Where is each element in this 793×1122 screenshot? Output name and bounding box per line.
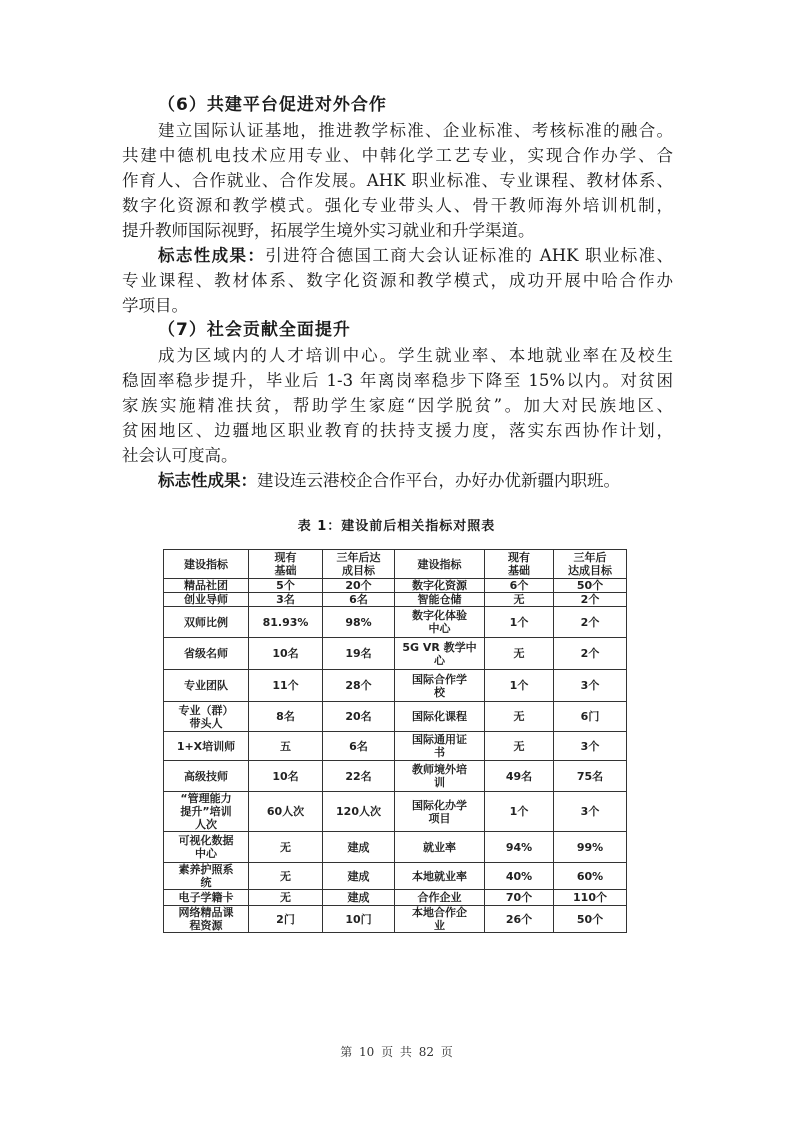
achievement-line: 专业课程、教材体系、数字化资源和教学模式，成功开展中哈合作办	[122, 271, 673, 290]
table-cell: 双师比例	[164, 607, 249, 638]
table-cell: 无	[485, 702, 554, 732]
table-cell: 专业团队	[164, 670, 249, 702]
table-row	[164, 670, 627, 702]
achievement-text: 引进符合德国工商大会认证标准的 AHK 职业标准、	[265, 246, 674, 265]
table-cell: 建成	[323, 863, 395, 890]
table-cell: 1+X培训师	[164, 732, 249, 761]
table-cell: 6门	[554, 702, 627, 732]
table-cell: 无	[249, 832, 323, 863]
paragraph-line: 作育人、合作就业、合作发展。AHK 职业标准、专业课程、教材体系、	[122, 171, 673, 190]
comparison-table	[163, 549, 627, 933]
table-cell: 电子学籍卡	[164, 890, 249, 906]
table-cell: 智能仓储	[395, 593, 485, 607]
paragraph-line: 贫困地区、边疆地区职业教育的扶持支援力度，落实东西协作计划，	[122, 421, 673, 440]
table-header-row	[164, 550, 627, 579]
table-cell: 2个	[554, 593, 627, 607]
page-footer: 第 10 页 共 82 页	[340, 1045, 453, 1059]
achievement-line	[158, 243, 673, 268]
table-row	[164, 761, 627, 792]
table-row	[164, 890, 627, 906]
header-cell: 建设指标	[164, 550, 249, 579]
table-cell: 20名	[323, 702, 395, 732]
table-cell: 5G VR 教学中 心	[395, 638, 485, 670]
table-cell: 2门	[249, 906, 323, 933]
paragraph-line: 建立国际认证基地，推进教学标准、企业标准、考核标准的融合。	[158, 121, 673, 140]
header-cell: 三年后 达成目标	[554, 550, 627, 579]
paragraph-line: 提升教师国际视野，拓展学生境外实习就业和升学渠道。	[122, 221, 535, 240]
achievement-text: 建设连云港校企合作平台，办好办优新疆内职班。	[257, 471, 620, 490]
header-cell: 三年后达 成目标	[323, 550, 395, 579]
table-cell: “管理能力 提升”培训 人次	[164, 792, 249, 832]
table-cell: 6个	[485, 579, 554, 593]
table-cell: 1个	[485, 607, 554, 638]
table-cell: 高级技师	[164, 761, 249, 792]
paragraph-line: 成为区域内的人才培训中心。学生就业率、本地就业率在及校生	[158, 346, 673, 365]
table-row	[164, 906, 627, 933]
header-cell: 现有 基础	[485, 550, 554, 579]
table-caption: 表 1：建设前后相关指标对照表	[297, 519, 496, 534]
table-cell: 60%	[554, 863, 627, 890]
table-cell: 无	[485, 638, 554, 670]
table-row	[164, 579, 627, 593]
table-cell: 本地就业率	[395, 863, 485, 890]
table-cell: 无	[485, 732, 554, 761]
table-cell: 网络精品课 程资源	[164, 906, 249, 933]
table-cell: 10名	[249, 761, 323, 792]
table-row	[164, 638, 627, 670]
table-cell: 国际通用证 书	[395, 732, 485, 761]
table-cell: 3个	[554, 792, 627, 832]
table-cell: 22名	[323, 761, 395, 792]
table-cell: 81.93%	[249, 607, 323, 638]
table-cell: 98%	[323, 607, 395, 638]
table-cell: 75名	[554, 761, 627, 792]
table-cell: 建成	[323, 832, 395, 863]
table-cell: 49名	[485, 761, 554, 792]
table-cell: 6名	[323, 593, 395, 607]
header-cell: 现有 基础	[249, 550, 323, 579]
table-cell: 3名	[249, 593, 323, 607]
table-cell: 数字化资源	[395, 579, 485, 593]
paragraph-line: 共建中德机电技术应用专业、中韩化学工艺专业，实现合作办学、合	[122, 146, 673, 165]
table-cell: 26个	[485, 906, 554, 933]
table-cell: 省级名师	[164, 638, 249, 670]
table-cell: 国际化课程	[395, 702, 485, 732]
table-cell: 1个	[485, 792, 554, 832]
table-cell: 120人次	[323, 792, 395, 832]
table-cell: 110个	[554, 890, 627, 906]
table-row	[164, 832, 627, 863]
table-row	[164, 732, 627, 761]
table-cell: 2个	[554, 607, 627, 638]
table-cell: 3个	[554, 670, 627, 702]
table-cell: 可视化数据 中心	[164, 832, 249, 863]
header-cell: 建设指标	[395, 550, 485, 579]
table-cell: 11个	[249, 670, 323, 702]
table-cell: 8名	[249, 702, 323, 732]
table-cell: 五	[249, 732, 323, 761]
table-cell: 1个	[485, 670, 554, 702]
table-cell: 10名	[249, 638, 323, 670]
paragraph-line: 家族实施精准扶贫，帮助学生家庭“因学脱贫”。加大对民族地区、	[122, 396, 673, 415]
table-cell: 无	[249, 890, 323, 906]
table-cell: 就业率	[395, 832, 485, 863]
table-row	[164, 593, 627, 607]
table-cell: 5个	[249, 579, 323, 593]
achievement-label: 标志性成果：	[158, 471, 257, 490]
table-cell: 国际合作学 校	[395, 670, 485, 702]
table-cell: 专业（群） 带头人	[164, 702, 249, 732]
achievement-line: 学项目。	[122, 296, 188, 315]
table-cell: 国际化办学 项目	[395, 792, 485, 832]
table-cell: 20个	[323, 579, 395, 593]
table-cell: 70个	[485, 890, 554, 906]
table-row	[164, 863, 627, 890]
table-cell: 60人次	[249, 792, 323, 832]
paragraph-line: 稳固率稳步提升，毕业后 1-3 年离岗率稳步下降至 15%以内。对贫困	[122, 371, 673, 390]
section-7-heading: （7）社会贡献全面提升	[158, 320, 351, 340]
table-cell: 无	[249, 863, 323, 890]
table-cell: 精品社团	[164, 579, 249, 593]
paragraph-line: 数字化资源和教学模式。强化专业带头人、骨干教师海外培训机制，	[122, 196, 673, 215]
table-row	[164, 702, 627, 732]
table-cell: 3个	[554, 732, 627, 761]
table-cell: 数字化体验 中心	[395, 607, 485, 638]
achievement-line	[158, 468, 673, 493]
table-row	[164, 607, 627, 638]
table-cell: 无	[485, 593, 554, 607]
table-cell: 28个	[323, 670, 395, 702]
table-cell: 19名	[323, 638, 395, 670]
table-row	[164, 792, 627, 832]
section-6-heading: （6）共建平台促进对外合作	[158, 95, 387, 115]
table-cell: 教师境外培 训	[395, 761, 485, 792]
table-cell: 合作企业	[395, 890, 485, 906]
table-cell: 创业导师	[164, 593, 249, 607]
table-cell: 40%	[485, 863, 554, 890]
table-cell: 素养护照系 统	[164, 863, 249, 890]
table-cell: 99%	[554, 832, 627, 863]
table-cell: 50个	[554, 579, 627, 593]
table-cell: 6名	[323, 732, 395, 761]
table-cell: 50个	[554, 906, 627, 933]
table-cell: 本地合作企 业	[395, 906, 485, 933]
table-cell: 10门	[323, 906, 395, 933]
paragraph-line: 社会认可度高。	[122, 446, 238, 465]
table-cell: 94%	[485, 832, 554, 863]
table-cell: 2个	[554, 638, 627, 670]
achievement-label: 标志性成果：	[158, 246, 266, 265]
table-cell: 建成	[323, 890, 395, 906]
